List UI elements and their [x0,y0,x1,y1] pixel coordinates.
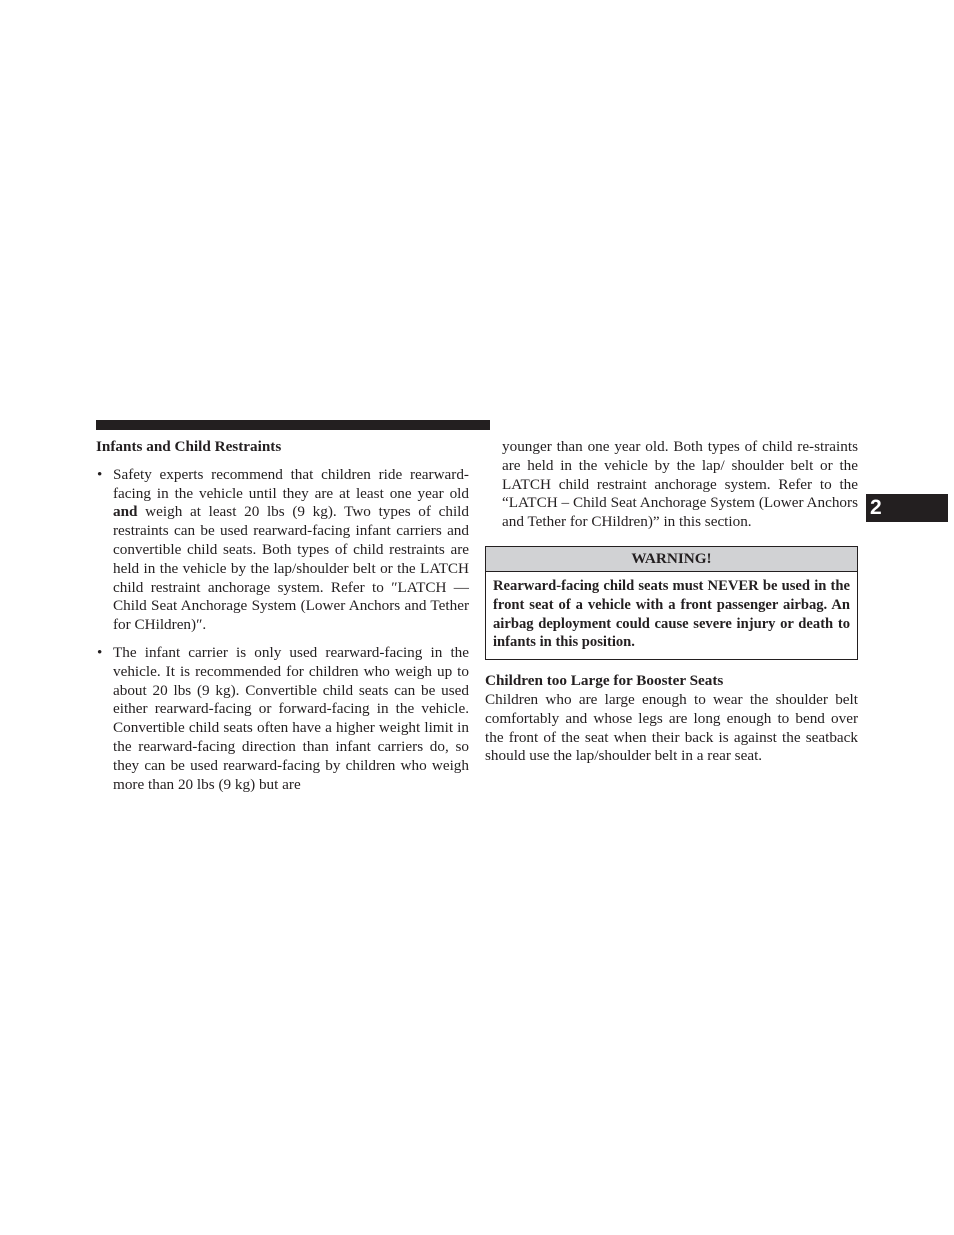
chapter-number: 2 [870,496,882,519]
right-column [485,438,858,766]
continued-bullet-text: younger than one year old. Both types of child re-straints are held in the vehicle by the lap/ shoulder belt or the LATCH child restraint anchorage system. Refer to the “LATCH – Child Seat Anchorage System (Lower Anchors and Tether for CHildren)” in this section. [502,438,858,531]
list-item [96,644,469,794]
body-paragraph: Children who are large enough to wear the shoulder belt comfortably and whose legs are long enough to bend over the front of the seat when their back is against the seatback should use the lap/shoulder belt in a rear seat. [485,690,858,765]
warning-body: Rearward-facing child seats must NEVER be used in the front seat of a vehicle with a front passenger airbag. An airbag deployment could cause severe injury or death to infants in this position. [493,577,850,651]
left-column [96,438,469,803]
warning-box [485,546,858,660]
bullet-text-before: Safety experts recommend that children ride rearward-facing in the vehicle until they are at least one year old [113,465,469,502]
bullet-icon: • [97,643,103,661]
list-item [96,466,469,635]
section-rule [96,420,490,430]
bullet-list [96,466,469,795]
bullet-text: The infant carrier is only used rearward-facing in the vehicle. It is recommended for children who weigh up to about 20 lbs (9 kg). Convertible child seats can be used either rearward-facing or forward-facing in the vehicle. Convertible child seats often have a higher weight limit in the rearward-facing direction than infant carriers do, so they can be used rearward-facing by children who weigh more than 20 lbs (9 kg) but are [113,643,469,793]
chapter-tab [866,494,948,522]
section-heading-infants: Infants and Child Restraints [96,438,282,455]
bullet-icon: • [97,465,103,483]
bold-text: and [113,503,138,521]
bullet-text-after: weigh at least 20 lbs (9 kg). Two types of child restraints can be used rearward-facing infant carriers and convertible child seats. Both types of child restraints are held in the vehicle by the lap/shoulder belt or the LATCH child restraint anchorage system. Refer to ″LATCH — Child Seat Anchorage System (Lower Anchors and Tether for CHildren)″. [113,503,469,634]
section-heading-booster: Children too Large for Booster Seats [485,672,724,690]
warning-title: WARNING! [486,547,857,572]
